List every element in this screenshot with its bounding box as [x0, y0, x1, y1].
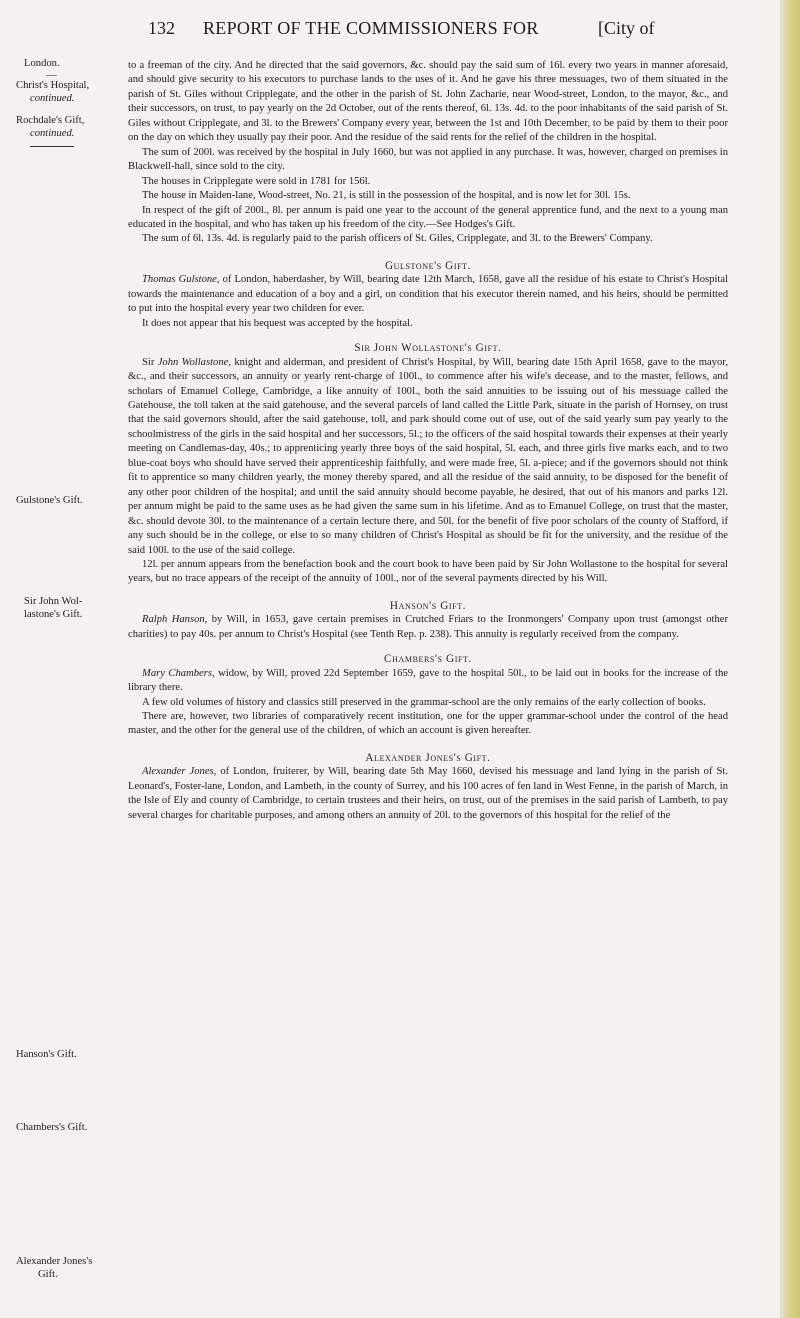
wollastone-name: John Wollastone,	[157, 356, 231, 368]
gulstone-name: Thomas Gulstone,	[142, 274, 220, 286]
jones-paragraph-1	[128, 765, 728, 823]
wollastone-paragraph-1	[128, 356, 728, 558]
rochdale-paragraph-3: The houses in Cripplegate were sold in 1781 for 156l.	[142, 175, 371, 187]
hanson-name: Ralph Hanson,	[142, 614, 208, 626]
running-header	[78, 18, 718, 42]
margin-rochdale: Rochdale's Gift,	[16, 115, 85, 126]
margin-jones-1: Alexander Jones's	[16, 1256, 93, 1267]
wollastone-prefix: Sir	[142, 356, 158, 368]
margin-wollastone-2: lastone's Gift.	[24, 608, 83, 620]
margin-dash: —	[46, 69, 57, 81]
margin-note-london	[16, 58, 112, 105]
page-edge	[780, 0, 800, 1318]
margin-london: London.	[24, 58, 60, 69]
running-title: REPORT OF THE COMMISSIONERS FOR	[203, 18, 539, 38]
margin-chambers: Chambers's Gift.	[16, 1122, 88, 1133]
hanson-paragraph-1	[128, 613, 728, 642]
gulstone-text-1: of London, haberdasher, by Will, bearing date 12th March, 1658, gave all the residue of his estate to Christ's Hospital towards the maintenance and education of a boy and a girl, on condition that his executor therein named, and his heirs, should be permitted to put into the hospital every year two children for ever.	[128, 274, 728, 315]
jones-name: Alexander Jones,	[142, 766, 217, 778]
chambers-name: Mary Chambers,	[142, 667, 215, 679]
chambers-paragraph-1	[128, 667, 728, 696]
page-number: 132	[148, 18, 175, 38]
running-city: [City of	[598, 18, 655, 38]
rochdale-paragraph-2: The sum of 200l. was received by the hospital in July 1660, but was not applied in any purchase. It was, however, charged on premises in Blackwell-hall, since sold to the city.	[128, 146, 728, 173]
wollastone-paragraph-2: 12l. per annum appears from the benefaction book and the court book to have been paid by Sir John Wollastone to the hospital for several years, but no trace appears of the receipt of the annuity of 100l., nor of the several payments directed by his Will.	[128, 558, 728, 585]
rochdale-paragraph-1: to a freeman of the city. And he directed that the said governors, &c. should pay the said sum of 16l. every two years in manner aforesaid, and should give security to his executors to purchase lands to the uses of it. And he gave his three messuages, two of them situated in the parish of St. Giles without Cripplegate, and the other in the parish of St. John Zacharie, near Wood-street, London, to the mayor, &c., and their successors, on trust, to pay yearly on the 2d October, out of the rents thereof, 6l. 13s. 4d. to the poor inhabitants of the said parish of St. Giles without Cripplegate, and 3l. to the Brewers' Company every year, between the 1st and 10th December, to be paid by them to their poor on the day on which they usually pay their poor. And the residue of the said rents for the relief of the children in the hospital.	[128, 60, 728, 144]
rochdale-paragraph-5: In respect of the gift of 200l., 8l. per annum is paid one year to the account of the general apprentice fund, and the next to a young man educated in the hospital, and who has taken up his freedom of the city.—See Hodges's Gift.	[128, 204, 728, 230]
margin-note-jones	[16, 1256, 112, 1282]
rochdale-paragraph-6: The sum of 6l. 13s. 4d. is regularly paid to the parish officers of St. Giles, Cripplegate, and 3l. to the Brewers' Company.	[142, 233, 653, 245]
margin-christs-hospital: Christ's Hospital,	[16, 79, 90, 91]
margin-continued-1: continued.	[30, 92, 75, 104]
gulstone-paragraph-2: It does not appear that his bequest was accepted by the hospital.	[142, 317, 413, 329]
main-text	[128, 59, 728, 823]
rochdale-paragraph-4: The house in Maiden-lane, Wood-street, No. 21, is still in the possession of the hospital, and is now let for 30l. 15s.	[142, 190, 631, 202]
wollastone-text-1: knight and alderman, and president of Christ's Hospital, by Will, bearing date 15th April 1658, gave to the mayor, &c., and their successors, an annuity or yearly rent-charge of 100l., to commence after his wife's decease, and to the master, fellows, and scholars of Emanuel College, Cambridge, a like annuity of 100l., both the said annuities to be issuing out of his messuage called the Gatehouse, the toll taken at the said gatehouse, and the several parcels of land called the Little Park, situate in the parish of Hornsey, on trust that the said governors should, after the said gatehouse, toll, and park should come out of use, out of the said yearly sum pay yearly to the schoolmistress of the girls in the said hospital and her successors, 5l.; to the officers of the said hospital towards their expenses at their yearly meeting on Candlemas-day, 40s.; to apprenticing yearly three boys of the said hospital, 5l. each, and three girls five marks each, and to two blue-coat boys who should have served their apprenticeship faithfully, and were made free, 5l. a-piece; and if the governors should not think fit to apprentice so many children yearly, the money thereby spared, and all the residue of the said annuity, to be disposed for the benefit of any other poor children of the hospital; and until the said annuity should become payable, he desired, that out of his manors and parks 12l. per annum might be paid to the same uses as he had given the same sum in his lifetime. And as to Emanuel College, on trust that the master, &c. should devote 30l. to the maintenance of a certain lecture there, and 50l. for the benefit of five poor scholars of the county of Stafford, if any such should be in the college, or else to so many children of Christ's Hospital as should be fit for the university, and the residue of the said 100l. to the use of the said college.	[128, 356, 728, 556]
hanson-text-1: by Will, in 1653, gave certain premises in Crutched Friars to the Ironmongers' Company upon trust (amongst other charities) to pay 40s. per annum to Christ's Hospital (see Tenth Rep. p. 238). This annuity is regularly received from the company.	[128, 614, 728, 640]
margin-hanson: Hanson's Gift.	[16, 1049, 77, 1060]
gulstone-paragraph-1	[128, 273, 728, 316]
margin-note-wollastone	[16, 596, 112, 622]
margin-rule	[30, 146, 74, 147]
chambers-heading: Chambers's Gift.	[384, 653, 472, 666]
chambers-paragraph-3: There are, however, two libraries of comparatively recent institution, one for the upper grammar-school under the control of the head master, and the other for the general use of the children, of which an account is given hereafter.	[128, 711, 728, 737]
hanson-heading: Hanson's Gift.	[389, 599, 467, 612]
margin-continued-2: continued.	[30, 127, 75, 139]
wollastone-heading: Sir John Wollastone's Gift.	[354, 342, 502, 355]
chambers-text-1: widow, by Will, proved 22d September 1659, gave to the hospital 50l., to be laid out in books for the increase of the library there.	[128, 667, 728, 694]
jones-text-1: of London, fruiterer, by Will, bearing date 5th May 1660, devised his messuage and land lying in the parish of St. Leonard's, Foster-lane, London, and Lambeth, in the county of Surrey, and his 100 acres of fen land in West Fenne, in the parish of March, in the Isle of Ely and county of Cambridge, to certain trustees and their heirs, on trust, out of the premises in the said parish of Lambeth, to pay several charges for charitable purposes, and among others an annuity of 20l. to the governors of this hospital for the relief of the	[128, 766, 728, 821]
chambers-paragraph-2: A few old volumes of history and classics still preserved in the grammar-school are the only remains of the early collection of books.	[142, 696, 706, 708]
jones-heading: Alexander Jones's Gift.	[365, 751, 491, 764]
margin-note-rochdale	[16, 115, 112, 147]
gulstone-heading: Gulstone's Gift.	[384, 259, 472, 272]
margin-wollastone-1: Sir John Wol-	[24, 596, 83, 607]
margin-gulstone: Gulstone's Gift.	[16, 495, 83, 506]
margin-jones-2: Gift.	[38, 1268, 58, 1280]
